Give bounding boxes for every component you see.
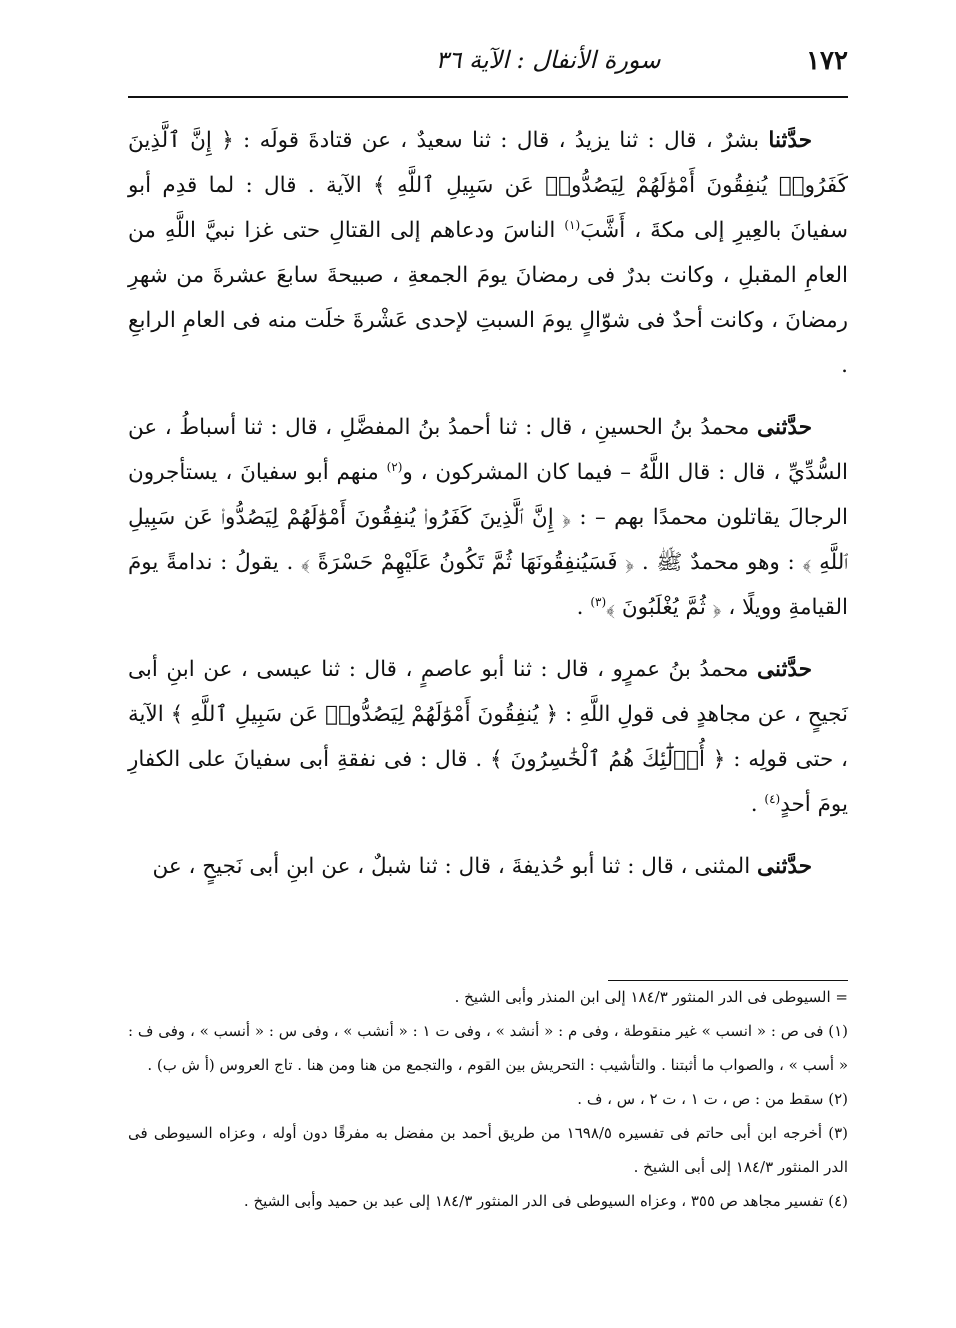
- page-number: ١٧٢: [806, 46, 848, 76]
- paragraph-text: الناسَ ودعاهم إلى القتالِ حتى غزا نبيَّ اللَّهِ من العامِ المقبلِ ، وكانت بدرٌ فى رمضانَ يومَ الجمعةِ ، صبيحةَ سابعَ عشرةَ من شهرِ رمضانَ ، وكانت أحدٌ فى شوّالٍ يومَ السبتِ لإحدى عَشْرةَ خلَت منه فى العامِ الرابعِ .: [128, 218, 848, 378]
- running-title: سورة الأنفال : الآية ٣٦: [435, 46, 661, 74]
- page-header: [128, 40, 848, 94]
- footnote-marker: (٣): [590, 594, 607, 609]
- paragraph-2: [128, 405, 848, 630]
- footnotes: [128, 980, 848, 1218]
- footnote-2: (٢) سقط من : ص ، ت ١ ، ت ٢ ، س ، ف .: [577, 1090, 848, 1108]
- paragraph-lead: حدَّثنى: [757, 415, 812, 440]
- paragraph-text: المثنى ، قال : ثنا أبو حُذيفةَ ، قال : ثنا شبلٌ ، عن ابنِ أبى نَجيحٍ ، عن: [152, 854, 758, 879]
- footnote-continuation: = السيوطى فى الدر المنثور ١٨٤/٣ إلى ابن المنذر وأبى الشيخ .: [454, 988, 848, 1006]
- paragraph-lead: حدَّثنى: [757, 657, 812, 682]
- paragraph-text: .: [576, 595, 591, 620]
- paragraph-3: [128, 647, 848, 827]
- paragraph-1: [128, 118, 848, 388]
- paragraph-4: [128, 844, 848, 889]
- main-text: [128, 118, 848, 906]
- paragraph-text: .: [750, 792, 765, 817]
- footnote-marker: (٤): [764, 791, 781, 806]
- footnote-3: (٣) أخرجه ابن أبى حاتم فى تفسيره ١٦٩٨/٥ من طريق أحمد بن مفضل به مفرقًا دون أوله ، وعزاه السيوطى فى الدر المنثور ١٨٤/٣ إلى أبى الشيخ .: [128, 1124, 848, 1176]
- paragraph-text: منهم أبو سفيانَ ، يستأجرون الرجالَ يقاتلون محمدًا بهم – : ﴿ إِنَّ ٱلَّذِينَ كَفَرُوا۟ يُنفِقُونَ أَمْوَٰلَهُمْ لِيَصُدُّوا۟ عَن سَبِيلِ ٱللَّهِ ﴾ : وهو محمدٌ ﷺ . ﴿ فَسَيُنفِقُونَهَا ثُمَّ تَكُونُ عَلَيْهِمْ حَسْرَةً ﴾ . يقولُ : ندامةً يومَ القيامةِ وويلًا ، ﴿ ثُمَّ يُغْلَبُونَ ﴾: [128, 460, 848, 620]
- paragraph-lead: حدَّثنا: [768, 128, 812, 153]
- paragraph-text: بشرٌ ، قال : ثنا يزيدُ ، قال : ثنا سعيدٌ ، عن قتادةَ قولَه : ﴿ إِنَّ ٱلَّذِينَ كَفَرُوا۟ يُنفِقُونَ أَمْوَٰلَهُمْ لِيَصُدُّوا۟ عَن سَبِيلِ ٱللَّهِ ﴾ الآية . قال : لما قدِم أبو سفيانَ بالعِيرِ إلى مكةَ ، أَشَّبَ: [128, 128, 848, 243]
- paragraph-text: محمدُ بنُ عمرٍو ، قال : ثنا أبو عاصمٍ ، قال : ثنا عيسى ، عن ابنِ أبى نَجيحٍ ، عن مجاهدٍ فى قولِ اللَّهِ : ﴿ يُنفِقُونَ أَمْوَٰلَهُمْ لِيَصُدُّوا۟ عَن سَبِيلِ ٱللَّهِ ﴾ الآية ، حتى قولِه : ﴿ أُو۟لَٰٓئِكَ هُمُ ٱلْخَٰسِرُونَ ﴾ . قال : فى نفقةِ أبى سفيانَ على الكفارِ يومَ أحدٍ: [128, 657, 848, 817]
- paragraph-text: محمدُ بنُ الحسينِ ، قال : ثنا أحمدُ بنُ المفضَّلِ ، قال : ثنا أسباطُ ، عن السُّدِّيِّ ، قال : قال اللَّهُ – فيما كان المشركون ، و: [128, 415, 848, 485]
- paragraph-lead: حدَّثنى: [757, 854, 812, 879]
- header-rule: [128, 96, 848, 98]
- footnote-4: (٤) تفسير مجاهد ص ٣٥٥ ، وعزاه السيوطى فى الدر المنثور ١٨٤/٣ إلى عبد بن حميد وأبى الشيخ .: [243, 1192, 848, 1210]
- footnote-marker: (١): [564, 217, 581, 232]
- footnote-1: (١) فى ص : « انسب » غير منقوطة ، وفى م : « أنشد » ، وفى ت ١ : « أنشب » ، وفى س : « أنسب » ، وفى ف : « أسب » ، والصواب ما أثبتنا . والتأشيب : التحريش بين القوم ، والتجمع من هنا ومن هنا . تاج العروس (أ ش ب) .: [128, 1022, 848, 1074]
- footnote-marker: (٢): [386, 459, 403, 474]
